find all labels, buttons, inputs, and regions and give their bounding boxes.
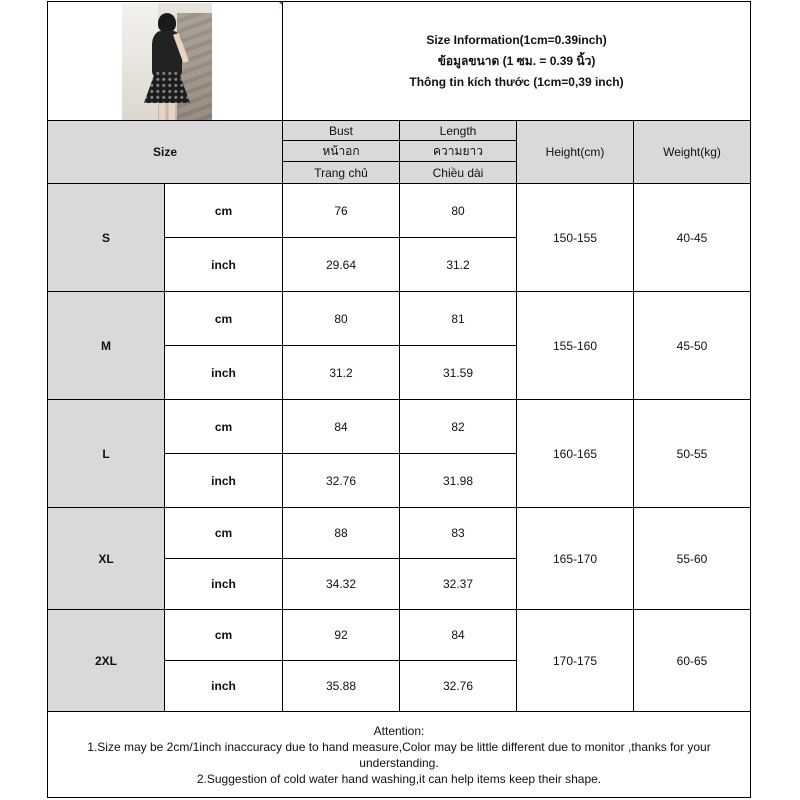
bust-header-th: หน้าอก — [283, 141, 400, 162]
length-header-th: ความยาว — [400, 141, 517, 162]
weight-range: 60-65 — [634, 610, 751, 712]
bust-cm-value: 80 — [283, 292, 400, 346]
unit-inch: inch — [165, 661, 283, 712]
title-english: Size Information(1cm=0.39inch) — [426, 32, 607, 47]
unit-cm: cm — [165, 400, 283, 454]
height-range: 155-160 — [517, 292, 634, 400]
cell-marker-icon — [278, 2, 283, 7]
notes-line-1: 1.Size may be 2cm/1inch inaccuracy due to hand measure,Color may be little different due to monitor ,thanks for your understanding. — [87, 739, 711, 770]
bust-inch-value: 29.64 — [283, 238, 400, 292]
product-photo-cell — [48, 2, 283, 121]
weight-header: Weight(kg) — [634, 121, 751, 184]
bust-cm-value: 88 — [283, 508, 400, 559]
length-header-vi: Chiều dài — [400, 162, 517, 184]
length-header-en: Length — [400, 121, 517, 141]
bust-inch-value: 32.76 — [283, 454, 400, 508]
height-range: 170-175 — [517, 610, 634, 712]
length-cm-value: 82 — [400, 400, 517, 454]
unit-inch: inch — [165, 559, 283, 610]
weight-range: 45-50 — [634, 292, 751, 400]
weight-range: 50-55 — [634, 400, 751, 508]
size-chart-table — [47, 1, 751, 798]
unit-cm: cm — [165, 508, 283, 559]
size-label: M — [48, 292, 165, 400]
length-cm-value: 81 — [400, 292, 517, 346]
unit-cm: cm — [165, 610, 283, 661]
length-inch-value: 32.76 — [400, 661, 517, 712]
bust-header-en: Bust — [283, 121, 400, 141]
length-inch-value: 32.37 — [400, 559, 517, 610]
title-thai: ข้อมูลขนาด (1 ซม. = 0.39 นิ้ว) — [437, 53, 596, 68]
bust-header-vi: Trang chủ — [283, 162, 400, 184]
notes-line-2: 2.Suggestion of cold water hand washing,it can help items keep their shape. — [196, 771, 602, 786]
length-cm-value: 83 — [400, 508, 517, 559]
title-vietnamese: Thông tin kích thước (1cm=0,39 inch) — [409, 74, 624, 89]
size-label: S — [48, 184, 165, 292]
unit-cm: cm — [165, 292, 283, 346]
attention-notes — [48, 712, 751, 798]
size-label: L — [48, 400, 165, 508]
bust-inch-value: 35.88 — [283, 661, 400, 712]
length-inch-value: 31.2 — [400, 238, 517, 292]
height-range: 150-155 — [517, 184, 634, 292]
bust-cm-value: 76 — [283, 184, 400, 238]
bust-inch-value: 31.2 — [283, 346, 400, 400]
length-inch-value: 31.98 — [400, 454, 517, 508]
bust-inch-value: 34.32 — [283, 559, 400, 610]
height-range: 165-170 — [517, 508, 634, 610]
product-photo — [122, 3, 212, 120]
height-range: 160-165 — [517, 400, 634, 508]
bust-cm-value: 84 — [283, 400, 400, 454]
size-info-title — [283, 2, 751, 121]
length-inch-value: 31.59 — [400, 346, 517, 400]
size-label: XL — [48, 508, 165, 610]
weight-range: 40-45 — [634, 184, 751, 292]
unit-inch: inch — [165, 238, 283, 292]
size-column-header: Size — [48, 121, 283, 184]
length-cm-value: 84 — [400, 610, 517, 661]
height-header: Height(cm) — [517, 121, 634, 184]
unit-inch: inch — [165, 346, 283, 400]
bust-cm-value: 92 — [283, 610, 400, 661]
unit-inch: inch — [165, 454, 283, 508]
size-label: 2XL — [48, 610, 165, 712]
unit-cm: cm — [165, 184, 283, 238]
length-cm-value: 80 — [400, 184, 517, 238]
notes-heading: Attention: — [373, 723, 425, 738]
weight-range: 55-60 — [634, 508, 751, 610]
